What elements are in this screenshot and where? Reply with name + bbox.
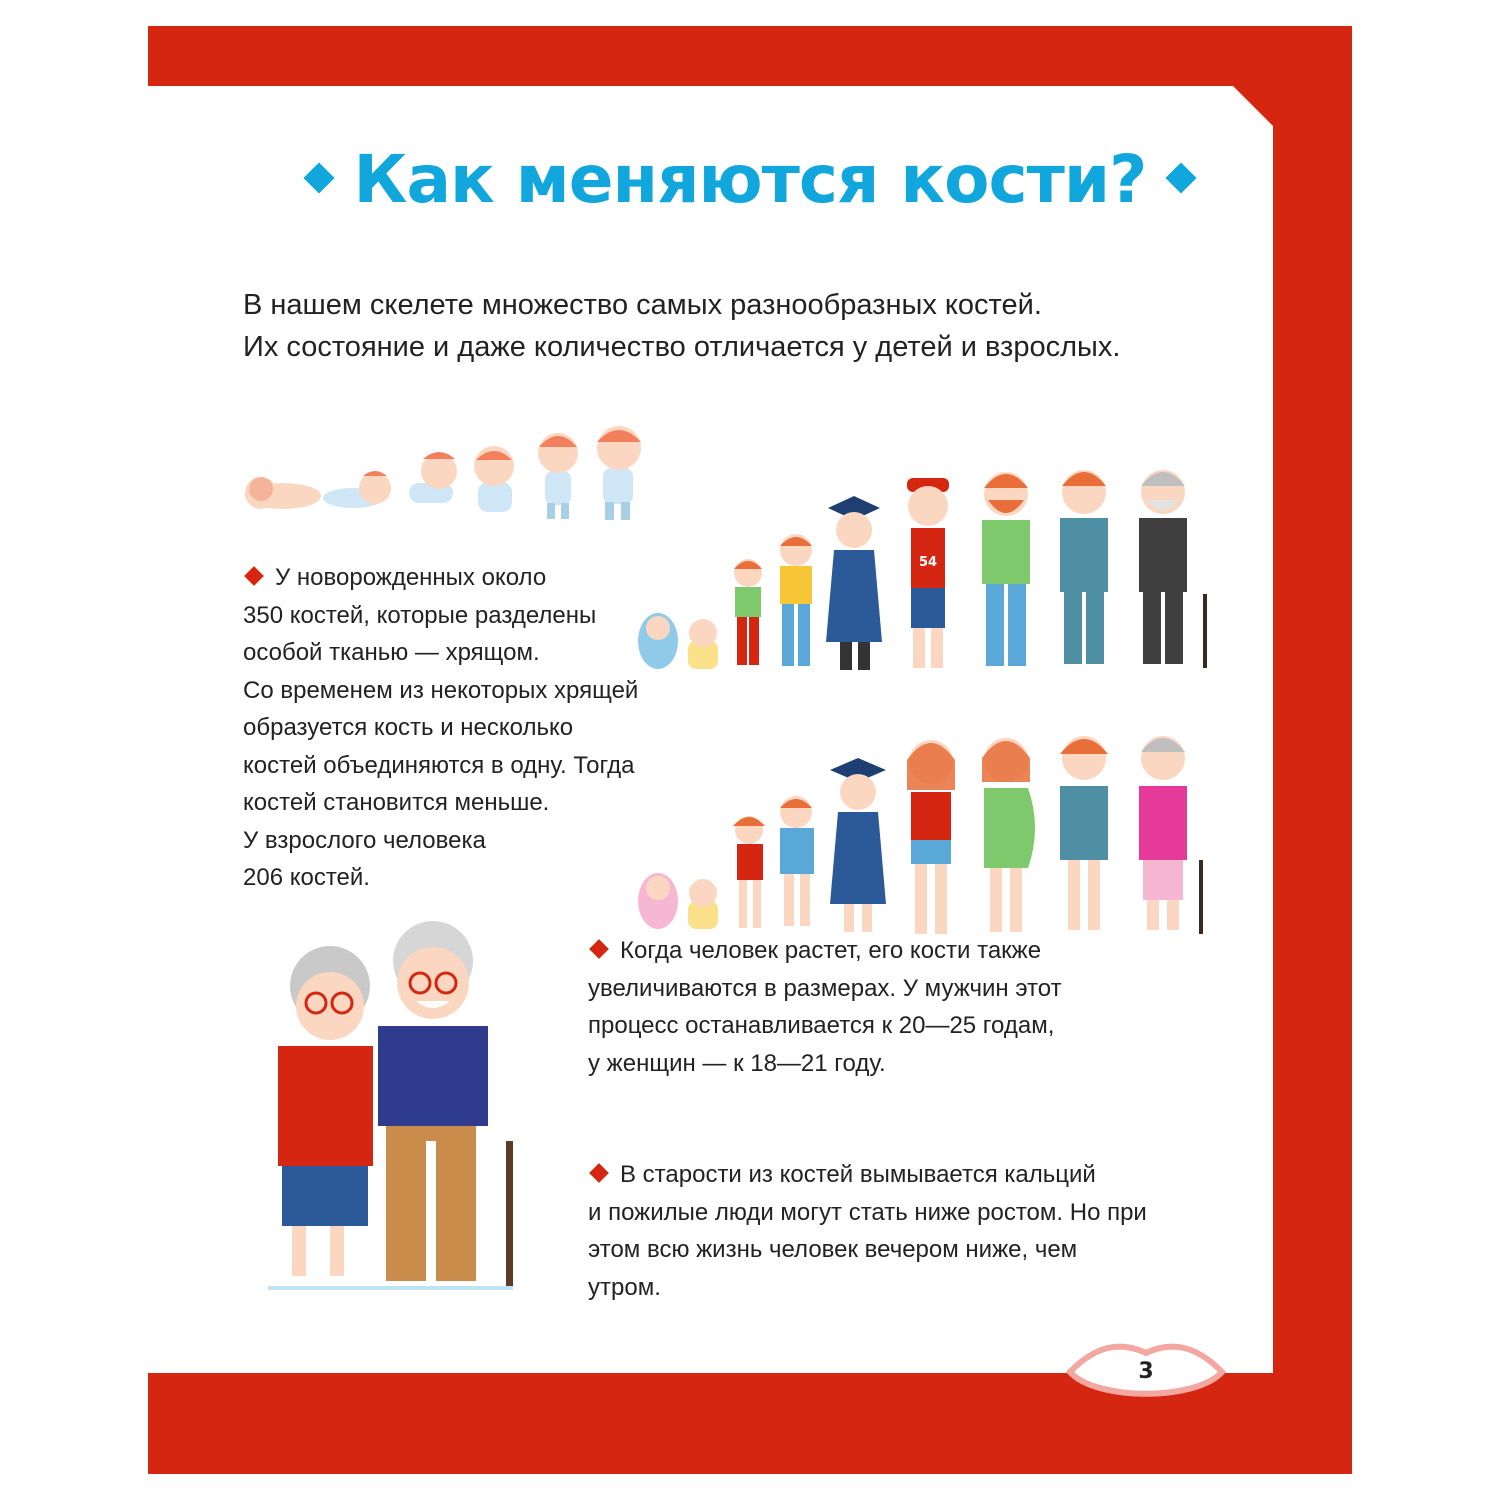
paragraph-line: у женщин — к 18—21 году. — [588, 1049, 886, 1077]
bearded-man-icon — [982, 472, 1030, 666]
bullet-diamond-icon — [589, 1163, 609, 1183]
toddler-standing-icon — [538, 433, 578, 519]
baby-crawling-icon — [323, 471, 391, 508]
paragraph-line: этом всю жизнь человек вечером ниже, чем — [588, 1236, 1078, 1263]
baby-sitting-icon — [474, 446, 514, 512]
paragraph-line: 206 костей. — [243, 864, 370, 891]
paragraph-line: В старости из костей вымывается кальций — [588, 1156, 1228, 1194]
male-life-stages-illustration — [638, 436, 1218, 676]
female-life-stages-illustration — [638, 696, 1218, 936]
elderly-man-icon — [1139, 470, 1207, 668]
title-diamond-left-icon — [303, 162, 334, 193]
schoolgirl-icon — [780, 796, 814, 926]
paragraph-line: и пожилые люди могут стать ниже ростом. Но при — [588, 1198, 1147, 1226]
intro-line: В нашем скелете множество самых разнообразных костей. — [243, 289, 1042, 321]
bullet-diamond-icon — [244, 566, 264, 586]
intro-line: Их состояние и даже количество отличается у детей и взрослых. — [243, 331, 1121, 363]
paragraph-line: костей объединяются в одну. Тогда — [243, 751, 635, 779]
elderly-couple-illustration — [268, 911, 528, 1291]
man-in-suit-icon — [1060, 470, 1108, 664]
business-woman-icon — [1060, 736, 1108, 930]
paragraph-line: У взрослого человека — [243, 826, 486, 854]
baby-crawling-icon — [409, 452, 457, 503]
paragraph-line: утром. — [588, 1273, 661, 1301]
paragraph-line: 350 костей, которые разделены — [243, 601, 597, 629]
paragraph-line: образуется кость и несколько — [243, 714, 574, 741]
schoolboy-icon — [780, 534, 812, 666]
baby-growth-illustration — [243, 421, 653, 521]
graduate-man-icon — [826, 496, 882, 670]
page-number-badge — [1066, 1339, 1226, 1405]
bullet-diamond-icon — [589, 939, 609, 959]
book-page — [148, 26, 1352, 1474]
jersey-number: 54 — [918, 555, 938, 570]
page-number: 3 — [1138, 1359, 1154, 1384]
toddler-walking-icon — [597, 426, 641, 520]
intro-text — [243, 284, 1243, 368]
paragraph-line: Когда человек растет, его кости также — [588, 932, 1188, 970]
old-age-paragraph — [588, 1156, 1228, 1306]
girl-child-icon — [733, 816, 765, 928]
paragraph-line: У новорожденных около — [243, 559, 723, 597]
newborn-bones-paragraph — [243, 559, 723, 897]
grandfather-icon — [378, 921, 513, 1286]
paragraph-line: костей становится меньше. — [243, 789, 550, 816]
paragraph-line: процесс останавливается к 20—25 годам, — [588, 1012, 1055, 1039]
growth-paragraph — [588, 932, 1188, 1082]
title-diamond-right-icon — [1166, 162, 1197, 193]
graduate-woman-icon — [830, 758, 886, 932]
elderly-woman-icon — [1139, 736, 1203, 934]
pregnant-woman-icon — [982, 738, 1035, 932]
baby-lying-icon — [245, 477, 321, 509]
ground-line — [268, 1286, 513, 1290]
page-title: Как меняются кости? — [148, 141, 1352, 218]
paragraph-line: особой тканью — хрящом. — [243, 639, 540, 666]
boy-child-icon — [734, 559, 762, 665]
grandmother-icon — [278, 946, 373, 1276]
paragraph-line: увеличиваются в размерах. У мужчин этот — [588, 974, 1062, 1002]
basketball-player-icon — [907, 478, 949, 668]
young-woman-icon — [907, 740, 955, 934]
paragraph-line: Со временем из некоторых хрящей — [243, 676, 639, 704]
